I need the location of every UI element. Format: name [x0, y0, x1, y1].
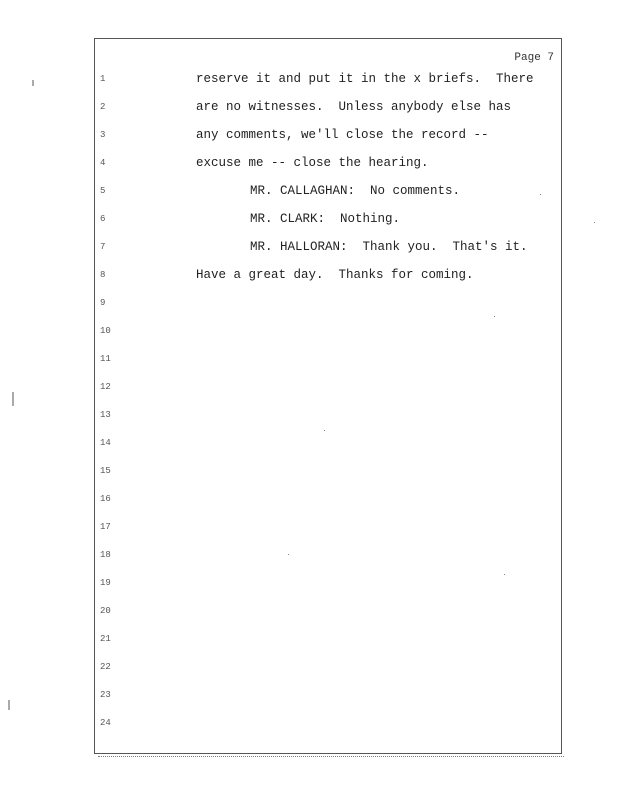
transcript-line: [100, 660, 562, 680]
line-number: 17: [100, 522, 111, 532]
transcript-line: [100, 464, 562, 484]
line-number: 3: [100, 130, 106, 140]
line-text: MR. CLARK: Nothing.: [250, 212, 401, 226]
transcript-line: [100, 268, 562, 288]
line-text: MR. CALLAGHAN: No comments.: [250, 184, 461, 198]
page-bottom-edge: [98, 756, 564, 759]
line-number: 5: [100, 186, 106, 196]
transcript-line: [100, 408, 562, 428]
scan-speck: [494, 316, 495, 317]
transcript-line: [100, 156, 562, 176]
transcript-line: [100, 548, 562, 568]
scan-speck: [540, 194, 541, 195]
line-number: 24: [100, 718, 111, 728]
transcript-line: [100, 436, 562, 456]
line-number: 12: [100, 382, 111, 392]
line-text: are no witnesses. Unless anybody else has: [196, 100, 512, 114]
transcript-line: [100, 688, 562, 708]
transcript-line: [100, 240, 562, 260]
line-number: 4: [100, 158, 106, 168]
page-number: Page 7: [514, 52, 554, 64]
line-number: 22: [100, 662, 111, 672]
transcript-line: [100, 324, 562, 344]
line-number: 23: [100, 690, 111, 700]
transcript-line: [100, 380, 562, 400]
transcript-line: [100, 212, 562, 232]
line-number: 18: [100, 550, 111, 560]
line-text: excuse me -- close the hearing.: [196, 156, 429, 170]
scan-speck: [504, 574, 505, 575]
line-number: 9: [100, 298, 106, 308]
line-number: 10: [100, 326, 111, 336]
transcript-line: [100, 128, 562, 148]
transcript-line: [100, 184, 562, 204]
line-number: 14: [100, 438, 111, 448]
line-text: MR. HALLORAN: Thank you. That's it.: [250, 240, 528, 254]
transcript-line: [100, 352, 562, 372]
line-number: 16: [100, 494, 111, 504]
line-number: 6: [100, 214, 106, 224]
transcript-line: [100, 492, 562, 512]
transcript-line: [100, 520, 562, 540]
line-number: 1: [100, 74, 106, 84]
line-number: 7: [100, 242, 106, 252]
line-number: 15: [100, 466, 111, 476]
scan-margin-mark: [32, 80, 34, 86]
transcript-line: [100, 296, 562, 316]
line-number: 13: [100, 410, 111, 420]
scan-speck: [324, 430, 325, 431]
line-number: 2: [100, 102, 106, 112]
transcript-line: [100, 716, 562, 736]
line-text: reserve it and put it in the x briefs. There: [196, 72, 534, 86]
transcript-line: [100, 576, 562, 596]
line-number: 11: [100, 354, 111, 364]
scan-margin-mark: [8, 700, 10, 710]
transcript-line: [100, 632, 562, 652]
transcript-line: [100, 72, 562, 92]
line-text: Have a great day. Thanks for coming.: [196, 268, 474, 282]
scan-margin-mark: [12, 392, 14, 406]
transcript-line: [100, 604, 562, 624]
line-number: 20: [100, 606, 111, 616]
transcript-line: [100, 100, 562, 120]
scan-speck: [288, 554, 289, 555]
line-text: any comments, we'll close the record --: [196, 128, 489, 142]
line-number: 8: [100, 270, 106, 280]
line-number: 19: [100, 578, 111, 588]
scan-speck: [594, 222, 595, 223]
line-number: 21: [100, 634, 111, 644]
